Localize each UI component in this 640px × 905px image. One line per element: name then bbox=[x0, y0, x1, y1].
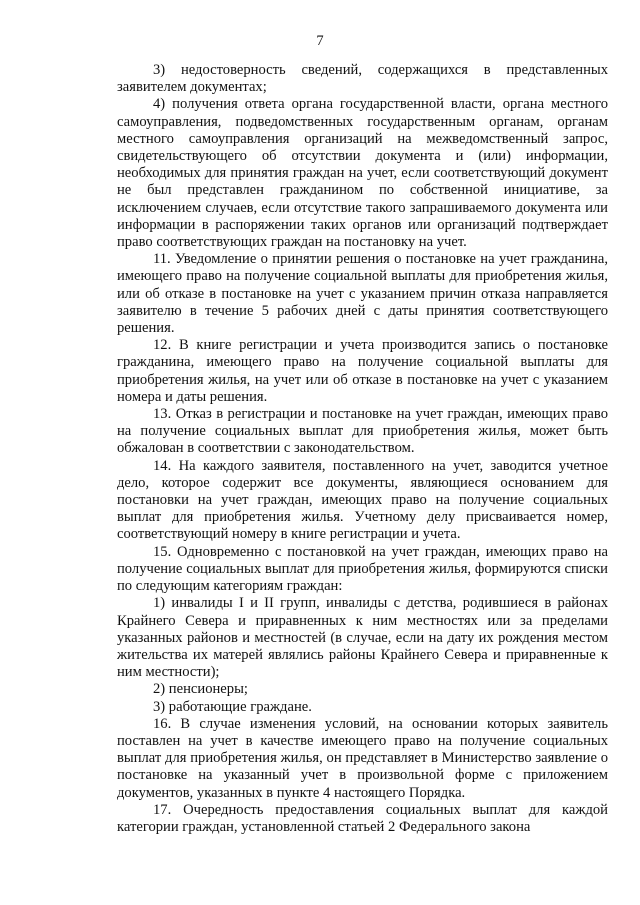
document-body bbox=[117, 62, 608, 836]
paragraph-item-3: 3) недостоверность сведений, содержащихся в представленных заявителем документах; bbox=[117, 62, 608, 96]
page-number: 7 bbox=[316, 33, 324, 49]
paragraph-14: 14. На каждого заявителя, поставленного на учет, заводится учетное дело, которое содержит все документы, являющиеся основанием для постановки на учет граждан, имеющих право на получение социальных выплат для приобретения жилья. Учетному делу присваивается номер, соответствующий номеру в книге регистрации и учета. bbox=[117, 457, 608, 543]
paragraph-15: 15. Одновременно с постановкой на учет граждан, имеющих право на получение социальных выплат для приобретения жилья, формируются списки по следующим категориям граждан: bbox=[117, 543, 608, 595]
paragraph-12: 12. В книге регистрации и учета производится запись о постановке гражданина, имеющего право на получение социальной выплаты для приобретения жилья, на учет или об отказе в постановке на учет с указанием номера и даты решения. bbox=[117, 337, 608, 405]
paragraph-13: 13. Отказ в регистрации и постановке на учет граждан, имеющих право на получение социальных выплат для приобретения жилья, может быть обжалован в соответствии с законодательством. bbox=[117, 406, 608, 457]
paragraph-15-item-2: 2) пенсионеры; bbox=[153, 681, 248, 698]
paragraph-item-4: 4) получения ответа органа государственной власти, органа местного самоуправления, подведомственных государственным органам, органам местного самоуправления организаций на межведомственный запрос, свидетельствующего об отсутствии документа и (или) информации, необходимых для принятия граждан на учет, если соответствующий документ не был представлен гражданином по собственной инициативе, за исключением случаев, если отсутствие такого запрашиваемого документа или информации в распоряжении таких органов или организаций подтверждает право соответствующих граждан на постановку на учет. bbox=[117, 96, 608, 251]
paragraph-16: 16. В случае изменения условий, на основании которых заявитель поставлен на учет в качестве имеющего право на получение социальных выплат для приобретения жилья, он представляет в Министерство заявление о постановке на указанный учет в произвольной форме с приложением документов, указанных в пункте 4 настоящего Порядка. bbox=[117, 715, 608, 801]
paragraph-11: 11. Уведомление о принятии решения о постановке на учет гражданина, имеющего право на получение социальной выплаты для приобретения жилья, или об отказе в постановке на учет с указанием причин отказа направляется заявителю в течение 5 рабочих дней с даты принятия соответствующего решения. bbox=[117, 251, 608, 337]
paragraph-15-item-1: 1) инвалиды I и II групп, инвалиды с детства, родившиеся в районах Крайнего Севера и приравненных к ним местностях или за пределами указанных районов и местностей (в случае, если на дату их рождения местом жительства их матерей являлись районы Крайнего Севера и приравненные к ним местности); bbox=[117, 595, 608, 681]
paragraph-17: 17. Очередность предоставления социальных выплат для каждой категории граждан, установленной статьей 2 Федерального закона bbox=[117, 801, 608, 835]
paragraph-15-item-3: 3) работающие граждане. bbox=[153, 698, 312, 715]
